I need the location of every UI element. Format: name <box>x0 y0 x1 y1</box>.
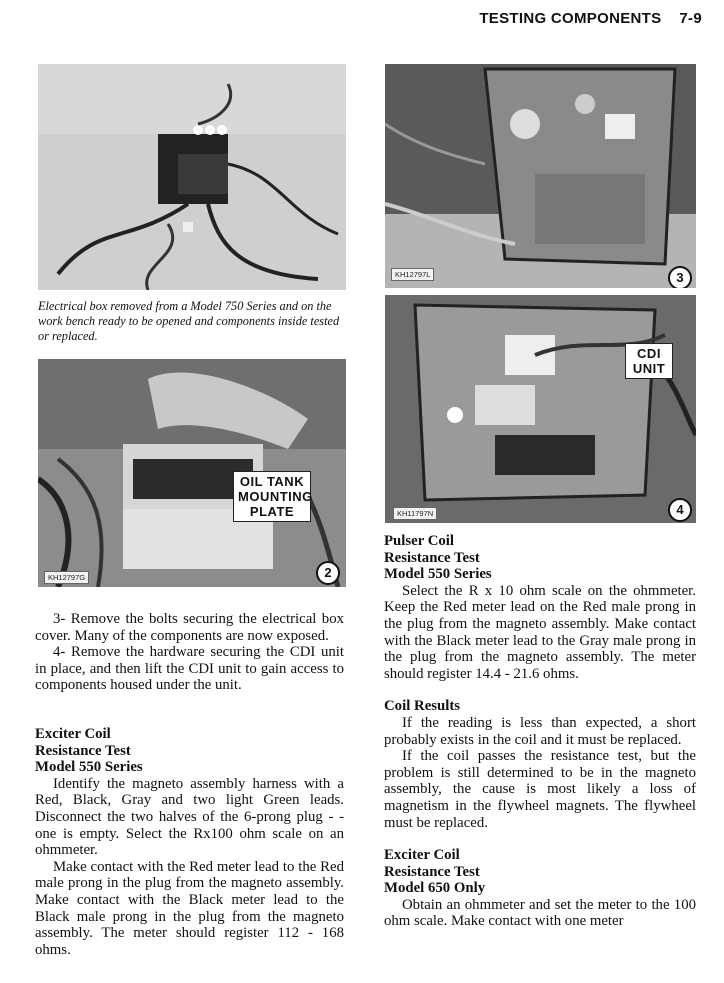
left-column <box>35 611 344 958</box>
photo-code: KH12797L <box>391 268 434 281</box>
paragraph: If the coil passes the resistance test, but the problem is still determined to be in the magneto assembly, the cause is most likely a loss of magnetism in the flywheel magnets. The flywheel must be replaced. <box>384 748 696 831</box>
photo-cdi-unit <box>385 295 696 523</box>
section-heading: Coil Results <box>384 698 461 715</box>
paragraph: Make contact with the Red meter lead to the Red male prong in the plug from the magneto assembly. Make contact with the Black meter lead to the Black male prong in the plug from the magneto assembly. The meter should register 112 - 168 ohms. <box>35 858 344 958</box>
section-model: Model 550 Series <box>384 566 492 583</box>
section-model: Model 650 Only <box>384 880 486 897</box>
paragraph: Obtain an ohmmeter and set the meter to the 100 ohm scale. Make contact with one meter <box>384 896 696 930</box>
header-title: TESTING COMPONENTS <box>479 10 662 27</box>
callout-line: UNIT <box>632 361 666 376</box>
paragraph: If the reading is less than expected, a short probably exists in the coil and it must be replaced. <box>384 714 696 748</box>
photo-illustration <box>385 295 696 523</box>
section-subheading: Resistance Test <box>384 549 480 566</box>
page-number: 7-9 <box>679 10 702 27</box>
paragraph: Select the R x 10 ohm scale on the ohmmeter. Keep the Red meter lead on the Red male prong in the plug from the magneto assembly. Make contact with the Black meter lead to the Gray male prong in the plug from the magneto assembly. The meter should register 14.4 - 21.6 ohms. <box>384 582 696 682</box>
photo-code: KH12797G <box>44 571 89 584</box>
paragraph: Identify the magneto assembly harness with a Red, Black, Gray and two light Green leads. Disconnect the two halves of the 6-prong plug - - one is empty. Select the Rx100 ohm scale on an ohmmeter. <box>35 775 344 859</box>
step-3: 3- Remove the bolts securing the electrical box cover. Many of the components are now exposed. <box>35 611 344 644</box>
callout-line: PLATE <box>249 504 295 519</box>
figure-number: 3 <box>668 266 692 288</box>
photo-illustration <box>38 64 346 290</box>
section-heading: Exciter Coil <box>384 847 460 864</box>
callout-line: CDI <box>637 346 661 361</box>
callout-line: MOUNTING <box>238 489 313 504</box>
photo-illustration <box>385 64 696 288</box>
photo-electrical-box-bench <box>38 64 346 290</box>
callout-cdi-unit <box>625 343 673 379</box>
callout-oil-tank-plate <box>233 471 311 522</box>
figure-caption: Electrical box removed from a Model 750 Series and on the work bench ready to be opened and components inside tested or replaced. <box>38 299 340 343</box>
step-4: 4- Remove the hardware securing the CDI unit in place, and then lift the CDI unit to gain access to components housed under the unit. <box>35 644 344 694</box>
section-heading: Pulser Coil <box>384 533 455 549</box>
figure-number: 2 <box>316 561 340 585</box>
figure-number: 4 <box>668 498 692 522</box>
callout-line: OIL TANK <box>239 474 305 489</box>
right-column <box>384 533 696 930</box>
section-heading: Exciter Coil <box>35 725 111 742</box>
section-subheading: Resistance Test <box>35 742 131 759</box>
photo-code: KH11797N <box>393 507 437 520</box>
section-model: Model 550 Series <box>35 759 143 776</box>
page-header <box>479 10 702 27</box>
photo-oil-tank-plate <box>38 359 346 587</box>
section-subheading: Resistance Test <box>384 863 480 880</box>
photo-cdi-box-open <box>385 64 696 288</box>
